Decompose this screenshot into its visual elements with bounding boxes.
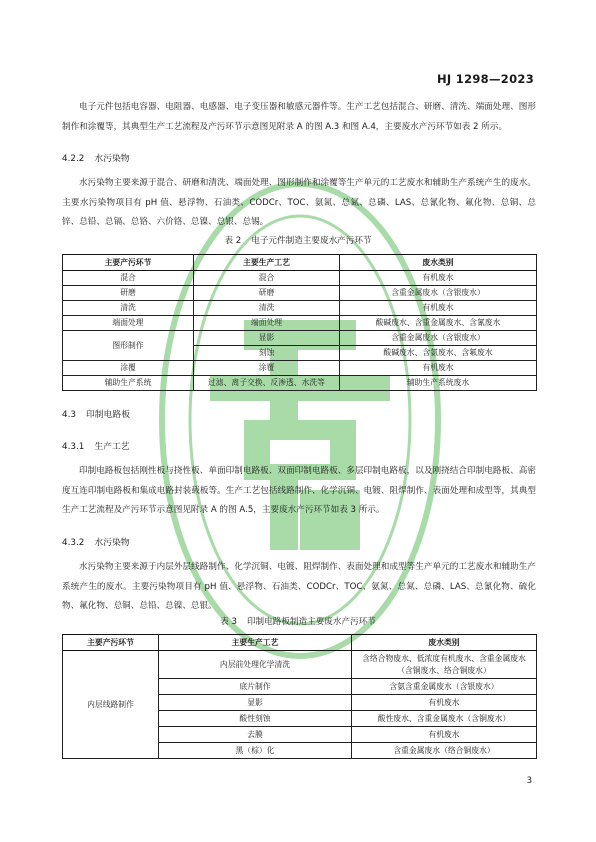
table-row bbox=[63, 301, 537, 316]
wastewater-type-cell: 含重金属废水（络合铜废水） bbox=[352, 743, 537, 759]
heading-4-3-2 bbox=[62, 536, 130, 550]
stage-cell: 涂覆 bbox=[63, 361, 194, 376]
wastewater-type-cell: 含氨含重金属废水（含银废水） bbox=[352, 679, 537, 695]
wastewater-type-cell: 有机废水 bbox=[352, 695, 537, 711]
wastewater-type-cell: 酸碱废水、含氨废水、含氟废水 bbox=[340, 346, 537, 361]
stage-cell: 混合 bbox=[63, 271, 194, 286]
stage-cell: 内层线路制作 bbox=[63, 651, 159, 759]
process-cell: 去膜 bbox=[159, 727, 352, 743]
wastewater-type-cell: 有机废水 bbox=[340, 271, 537, 286]
process-cell: 过滤、离子交换、反渗透、水洗等 bbox=[194, 376, 340, 391]
table-row bbox=[63, 331, 537, 346]
heading-number: 4.3.1 bbox=[62, 442, 85, 452]
heading-number: 4.2.2 bbox=[62, 154, 85, 164]
table-header-row bbox=[63, 255, 537, 271]
process-cell: 涂覆 bbox=[194, 361, 340, 376]
process-cell: 内层前处理化学清洗 bbox=[159, 651, 352, 679]
heading-number: 4.3.2 bbox=[62, 538, 85, 548]
wastewater-type-cell: 有机废水 bbox=[352, 727, 537, 743]
column-header: 主要产污环节 bbox=[63, 255, 194, 271]
stage-cell: 研磨 bbox=[63, 286, 194, 301]
paragraph-water-pollutants-a: 水污染物主要来源于混合、研磨和清洗、端面处理、图形制作和涂覆等生产单元的工艺废水和辅助生产系统产生的废水。主要水污染物项目有 pH 值、悬浮物、石油类、CODCr、TOC、氨氮、总氮、总磷、LAS、总氰化物、氟化物、总铜、总锌、总铅、总镉、总铬、六价铬、总镍、总银、总锡。 bbox=[62, 178, 536, 227]
process-cell: 底片制作 bbox=[159, 679, 352, 695]
table-row bbox=[63, 376, 537, 391]
wastewater-type-cell: 辅助生产系统废水 bbox=[340, 376, 537, 391]
table2 bbox=[62, 254, 537, 391]
process-cell: 研磨 bbox=[194, 286, 340, 301]
stage-cell: 辅助生产系统 bbox=[63, 376, 194, 391]
table2-caption bbox=[0, 234, 596, 248]
wastewater-type-cell: 含重金属废水（含银废水） bbox=[340, 331, 537, 346]
table-row bbox=[63, 361, 537, 376]
wastewater-type-cell: 含重金属废水（含银废水） bbox=[340, 286, 537, 301]
paragraph-electronic-components: 电子元件包括电容器、电阻器、电感器、电子变压器和敏感元器件等。生产工艺包括混合、研磨、清洗、端面处理、图形制作和涂覆等，其典型生产工艺流程及产污环节示意图见附录 A 的图 A.3 和图 A.4，主要废水产污环节如表 2 所示。 bbox=[62, 102, 536, 132]
wastewater-type-cell: 酸碱废水、含重金属废水、含氰废水 bbox=[340, 316, 537, 331]
column-header: 废水类别 bbox=[352, 635, 537, 651]
heading-title: 印制电路板 bbox=[86, 410, 130, 420]
stage-cell: 端面处理 bbox=[63, 316, 194, 331]
wastewater-type-cell: 含络合物废水、低浓度有机废水、含重金属废水（含铜废水、络合铜废水） bbox=[352, 651, 537, 679]
process-cell: 黑（棕）化 bbox=[159, 743, 352, 759]
heading-title: 水污染物 bbox=[94, 538, 130, 548]
process-cell: 显影 bbox=[159, 695, 352, 711]
wastewater-type-cell: 酸性废水、含重金属废水（含铜废水） bbox=[352, 711, 537, 727]
process-cell: 混合 bbox=[194, 271, 340, 286]
page-number: 3 bbox=[526, 776, 532, 786]
stage-cell: 图形制作 bbox=[63, 331, 194, 361]
table2-caption-title: 电子元件制造主要废水产污环节 bbox=[251, 236, 372, 246]
heading-number: 4.3 bbox=[62, 410, 76, 420]
heading-title: 水污染物 bbox=[94, 154, 130, 164]
column-header: 主要产污环节 bbox=[63, 635, 159, 651]
table-row bbox=[63, 316, 537, 331]
wastewater-type-cell: 有机废水 bbox=[340, 301, 537, 316]
table3-caption bbox=[0, 615, 596, 629]
standard-code: HJ 1298—2023 bbox=[436, 72, 534, 86]
process-cell: 清洗 bbox=[194, 301, 340, 316]
column-header: 废水类别 bbox=[340, 255, 537, 271]
paragraph-water-pollutants-b: 水污染物主要来源于内层外层线路制作、化学沉铜、电镀、阻焊制作、表面处理和成型等生产单元的工艺废水和辅助生产系统产生的废水。主要污染物项目有 pH 值、悬浮物、石油类、CODCr、TOC、氨氮、总氮、总磷、LAS、总氰化物、硫化物、氟化物、总铜、总铅、总镍、总银。 bbox=[62, 562, 536, 611]
process-cell: 酸性刻蚀 bbox=[159, 711, 352, 727]
column-header: 主要生产工艺 bbox=[194, 255, 340, 271]
heading-4-3 bbox=[62, 408, 130, 422]
table-row bbox=[63, 651, 537, 679]
heading-title: 生产工艺 bbox=[94, 442, 130, 452]
table3-caption-number: 表 3 bbox=[220, 617, 237, 627]
table3-caption-title: 印制电路板制造主要废水产污环节 bbox=[246, 617, 376, 627]
column-header: 主要生产工艺 bbox=[159, 635, 352, 651]
process-cell: 显影 bbox=[194, 331, 340, 346]
table2-caption-number: 表 2 bbox=[224, 236, 242, 246]
heading-4-3-1 bbox=[62, 440, 130, 454]
paragraph-pcb-process: 印制电路板包括刚性板与挠性板、单面印制电路板、双面印制电路板、多层印制电路板，以及刚挠结合印制电路板、高密度互连印制电路板和集成电路封装载板等。生产工艺包括线路制作、化学沉铜、电镀、阻焊制作、表面处理和成型等，其典型生产工艺流程及产污环节示意图见附录 A 的图 A.5，主要废水产污环节如表 3 所示。 bbox=[62, 466, 536, 515]
process-cell: 端面处理 bbox=[194, 316, 340, 331]
wastewater-type-cell: 有机废水 bbox=[340, 361, 537, 376]
table3 bbox=[62, 634, 537, 759]
table-row bbox=[63, 271, 537, 286]
table-header-row bbox=[63, 635, 537, 651]
table-row bbox=[63, 286, 537, 301]
heading-4-2-2 bbox=[62, 152, 130, 166]
stage-cell: 清洗 bbox=[63, 301, 194, 316]
process-cell: 刻蚀 bbox=[194, 346, 340, 361]
